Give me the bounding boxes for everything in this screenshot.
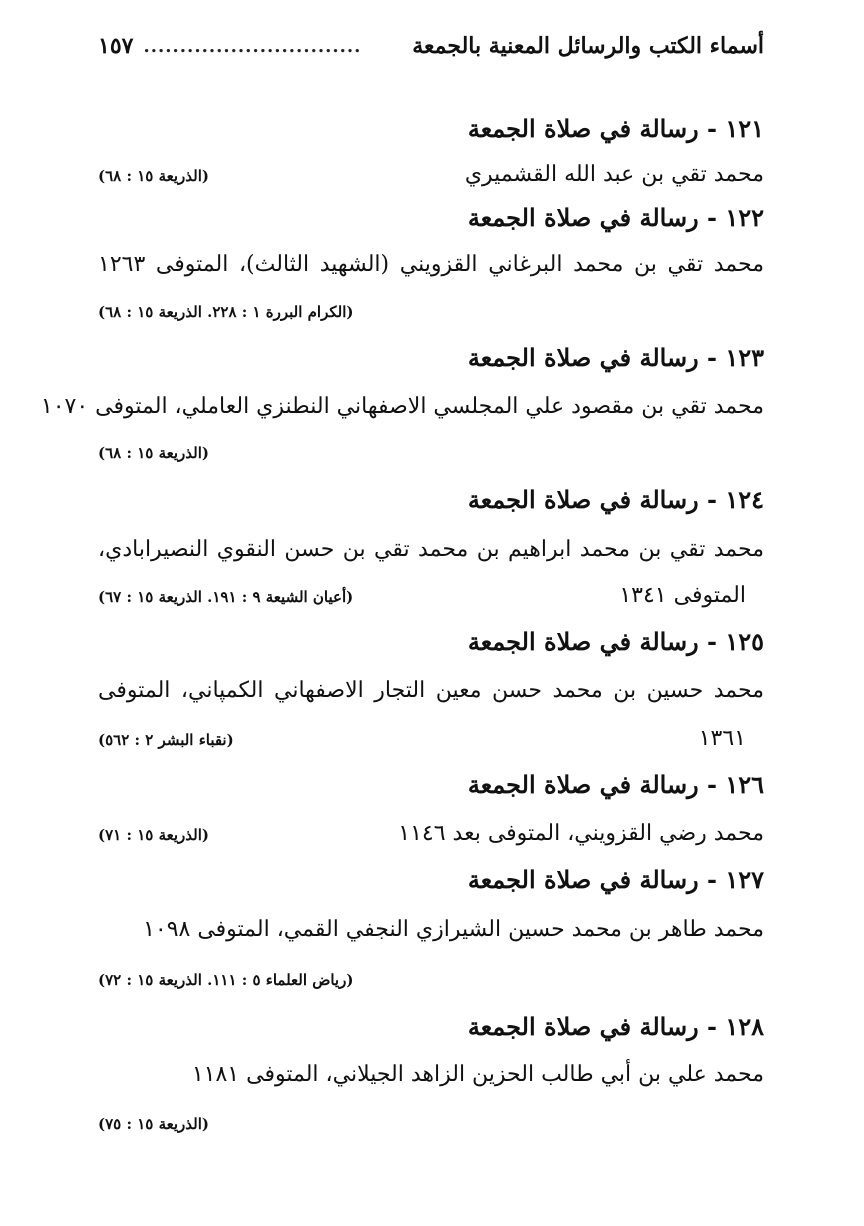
entry-author: محمد حسين بن محمد حسن معين التجار الاصفهاني الكمپاني، المتوفى <box>98 678 764 703</box>
entry-author: محمد طاهر بن محمد حسين الشيرازي النجفي القمي، المتوفى ١٠٩٨ <box>143 917 764 942</box>
page-number: ١٥٧ <box>98 33 134 59</box>
entry-reference: (الذريعة ١٥ : ٧٥) <box>98 1115 209 1133</box>
entry-heading: ١٢٢ - رسالة في صلاة الجمعة <box>467 203 764 232</box>
entry-heading: ١٢٥ - رسالة في صلاة الجمعة <box>467 627 764 656</box>
dot-leader: .............................. <box>143 35 362 57</box>
running-header <box>98 30 764 62</box>
entry-author: محمد تقي بن محمد ابراهيم بن محمد تقي بن حسن النقوي النصيرابادي، <box>98 537 764 562</box>
entry-author-continued: ١٣٦١ <box>698 726 746 751</box>
entry-author: محمد رضي القزويني، المتوفى بعد ١١٤٦ <box>398 821 764 846</box>
entry-author: محمد علي بن أبي طالب الحزين الزاهد الجيلاني، المتوفى ١١٨١ <box>191 1062 764 1087</box>
entry-author: محمد تقي بن عبد الله القشميري <box>464 162 764 187</box>
entry-reference: (الذريعة ١٥ : ٦٨) <box>98 444 209 462</box>
entry-reference: (أعيان الشيعة ٩ : ١٩١. الذريعة ١٥ : ٦٧) <box>98 588 354 606</box>
entry-heading: ١٢١ - رسالة في صلاة الجمعة <box>467 114 764 143</box>
entry-heading: ١٢٧ - رسالة في صلاة الجمعة <box>467 865 764 894</box>
entry-reference: (الذريعة ١٥ : ٧١) <box>98 826 209 844</box>
entry-author: محمد تقي بن محمد البرغاني القزويني (الشهيد الثالث)، المتوفى ١٢٦٣ <box>98 252 764 277</box>
running-header-title: أسماء الكتب والرسائل المعنية بالجمعة <box>412 33 764 59</box>
entry-heading: ١٢٤ - رسالة في صلاة الجمعة <box>467 485 764 514</box>
entry-reference: (رياض العلماء ٥ : ١١١. الذريعة ١٥ : ٧٢) <box>98 971 354 989</box>
running-header-right <box>98 33 361 59</box>
entry-author-continued: المتوفى ١٣٤١ <box>619 583 746 608</box>
entry-heading: ١٢٨ - رسالة في صلاة الجمعة <box>467 1012 764 1041</box>
entry-reference: (الكرام البررة ١ : ٢٢٨. الذريعة ١٥ : ٦٨) <box>98 303 354 321</box>
entry-reference: (نقباء البشر ٢ : ٥٦٢) <box>98 731 234 749</box>
entry-heading: ١٢٦ - رسالة في صلاة الجمعة <box>467 770 764 799</box>
entry-reference: (الذريعة ١٥ : ٦٨) <box>98 167 209 185</box>
entry-heading: ١٢٣ - رسالة في صلاة الجمعة <box>467 343 764 372</box>
entry-author: محمد تقي بن مقصود علي المجلسي الاصفهاني النطنزي العاملي، المتوفى ١٠٧٠ <box>40 394 764 419</box>
